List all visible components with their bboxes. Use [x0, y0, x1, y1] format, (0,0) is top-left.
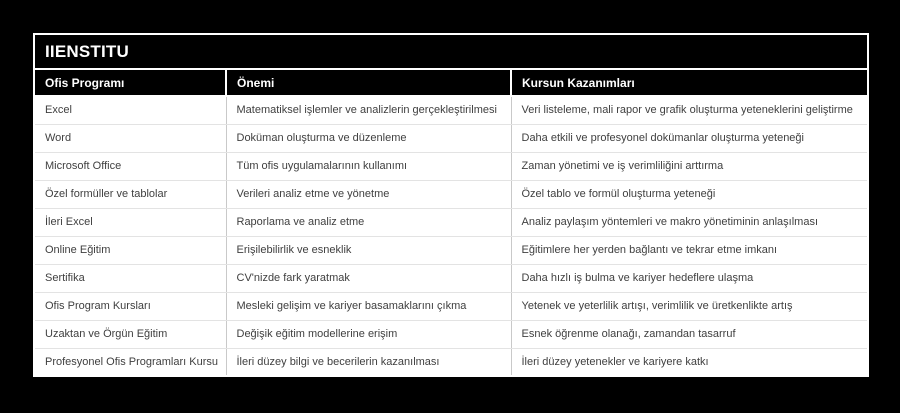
table-row: [34, 208, 868, 236]
table-cell: Excel: [34, 96, 226, 124]
table-cell: Profesyonel Ofis Programları Kursu: [34, 348, 226, 376]
table-row: [34, 236, 868, 264]
table-cell: Tüm ofis uygulamalarının kullanımı: [226, 152, 511, 180]
table-row: [34, 152, 868, 180]
table-cell: Zaman yönetimi ve iş verimliliğini arttırma: [511, 152, 868, 180]
table-row: [34, 292, 868, 320]
table-cell: Analiz paylaşım yöntemleri ve makro yönetiminin anlaşılması: [511, 208, 868, 236]
table-cell: Ofis Program Kursları: [34, 292, 226, 320]
table-cell: CV'nizde fark yaratmak: [226, 264, 511, 292]
table-cell: Yetenek ve yeterlilik artışı, verimlilik ve üretkenlikte artış: [511, 292, 868, 320]
table-title: IIENSTITU: [34, 34, 868, 69]
course-table: [33, 33, 869, 377]
table-cell: Esnek öğrenme olanağı, zamandan tasarruf: [511, 320, 868, 348]
column-header-kursun-kazanimlari: Kursun Kazanımları: [511, 69, 868, 96]
table-cell: İleri düzey bilgi ve becerilerin kazanılması: [226, 348, 511, 376]
table-cell: Özel tablo ve formül oluşturma yeteneği: [511, 180, 868, 208]
title-row: [34, 34, 868, 69]
table-row: [34, 96, 868, 124]
table-row: [34, 320, 868, 348]
table-cell: Matematiksel işlemler ve analizlerin gerçekleştirilmesi: [226, 96, 511, 124]
table-cell: Uzaktan ve Örgün Eğitim: [34, 320, 226, 348]
table-cell: Sertifika: [34, 264, 226, 292]
table-row: [34, 180, 868, 208]
table-row: [34, 348, 868, 376]
table-cell: Microsoft Office: [34, 152, 226, 180]
table-body: [34, 96, 868, 376]
table-cell: Raporlama ve analiz etme: [226, 208, 511, 236]
table-head: [34, 34, 868, 96]
table-cell: İleri düzey yetenekler ve kariyere katkı: [511, 348, 868, 376]
table-cell: Daha hızlı iş bulma ve kariyer hedeflere ulaşma: [511, 264, 868, 292]
table-cell: Veri listeleme, mali rapor ve grafik oluşturma yeteneklerini geliştirme: [511, 96, 868, 124]
table-cell: Özel formüller ve tablolar: [34, 180, 226, 208]
column-header-row: [34, 69, 868, 96]
course-table-container: [33, 33, 867, 377]
table-cell: Eğitimlere her yerden bağlantı ve tekrar etme imkanı: [511, 236, 868, 264]
table-cell: Doküman oluşturma ve düzenleme: [226, 124, 511, 152]
table-cell: Verileri analiz etme ve yönetme: [226, 180, 511, 208]
table-row: [34, 124, 868, 152]
table-cell: İleri Excel: [34, 208, 226, 236]
table-cell: Daha etkili ve profesyonel dokümanlar oluşturma yeteneği: [511, 124, 868, 152]
column-header-ofis-programi: Ofis Programı: [34, 69, 226, 96]
table-cell: Word: [34, 124, 226, 152]
table-cell: Erişilebilirlik ve esneklik: [226, 236, 511, 264]
table-cell: Değişik eğitim modellerine erişim: [226, 320, 511, 348]
column-header-onemi: Önemi: [226, 69, 511, 96]
table-cell: Mesleki gelişim ve kariyer basamaklarını çıkma: [226, 292, 511, 320]
table-row: [34, 264, 868, 292]
table-cell: Online Eğitim: [34, 236, 226, 264]
